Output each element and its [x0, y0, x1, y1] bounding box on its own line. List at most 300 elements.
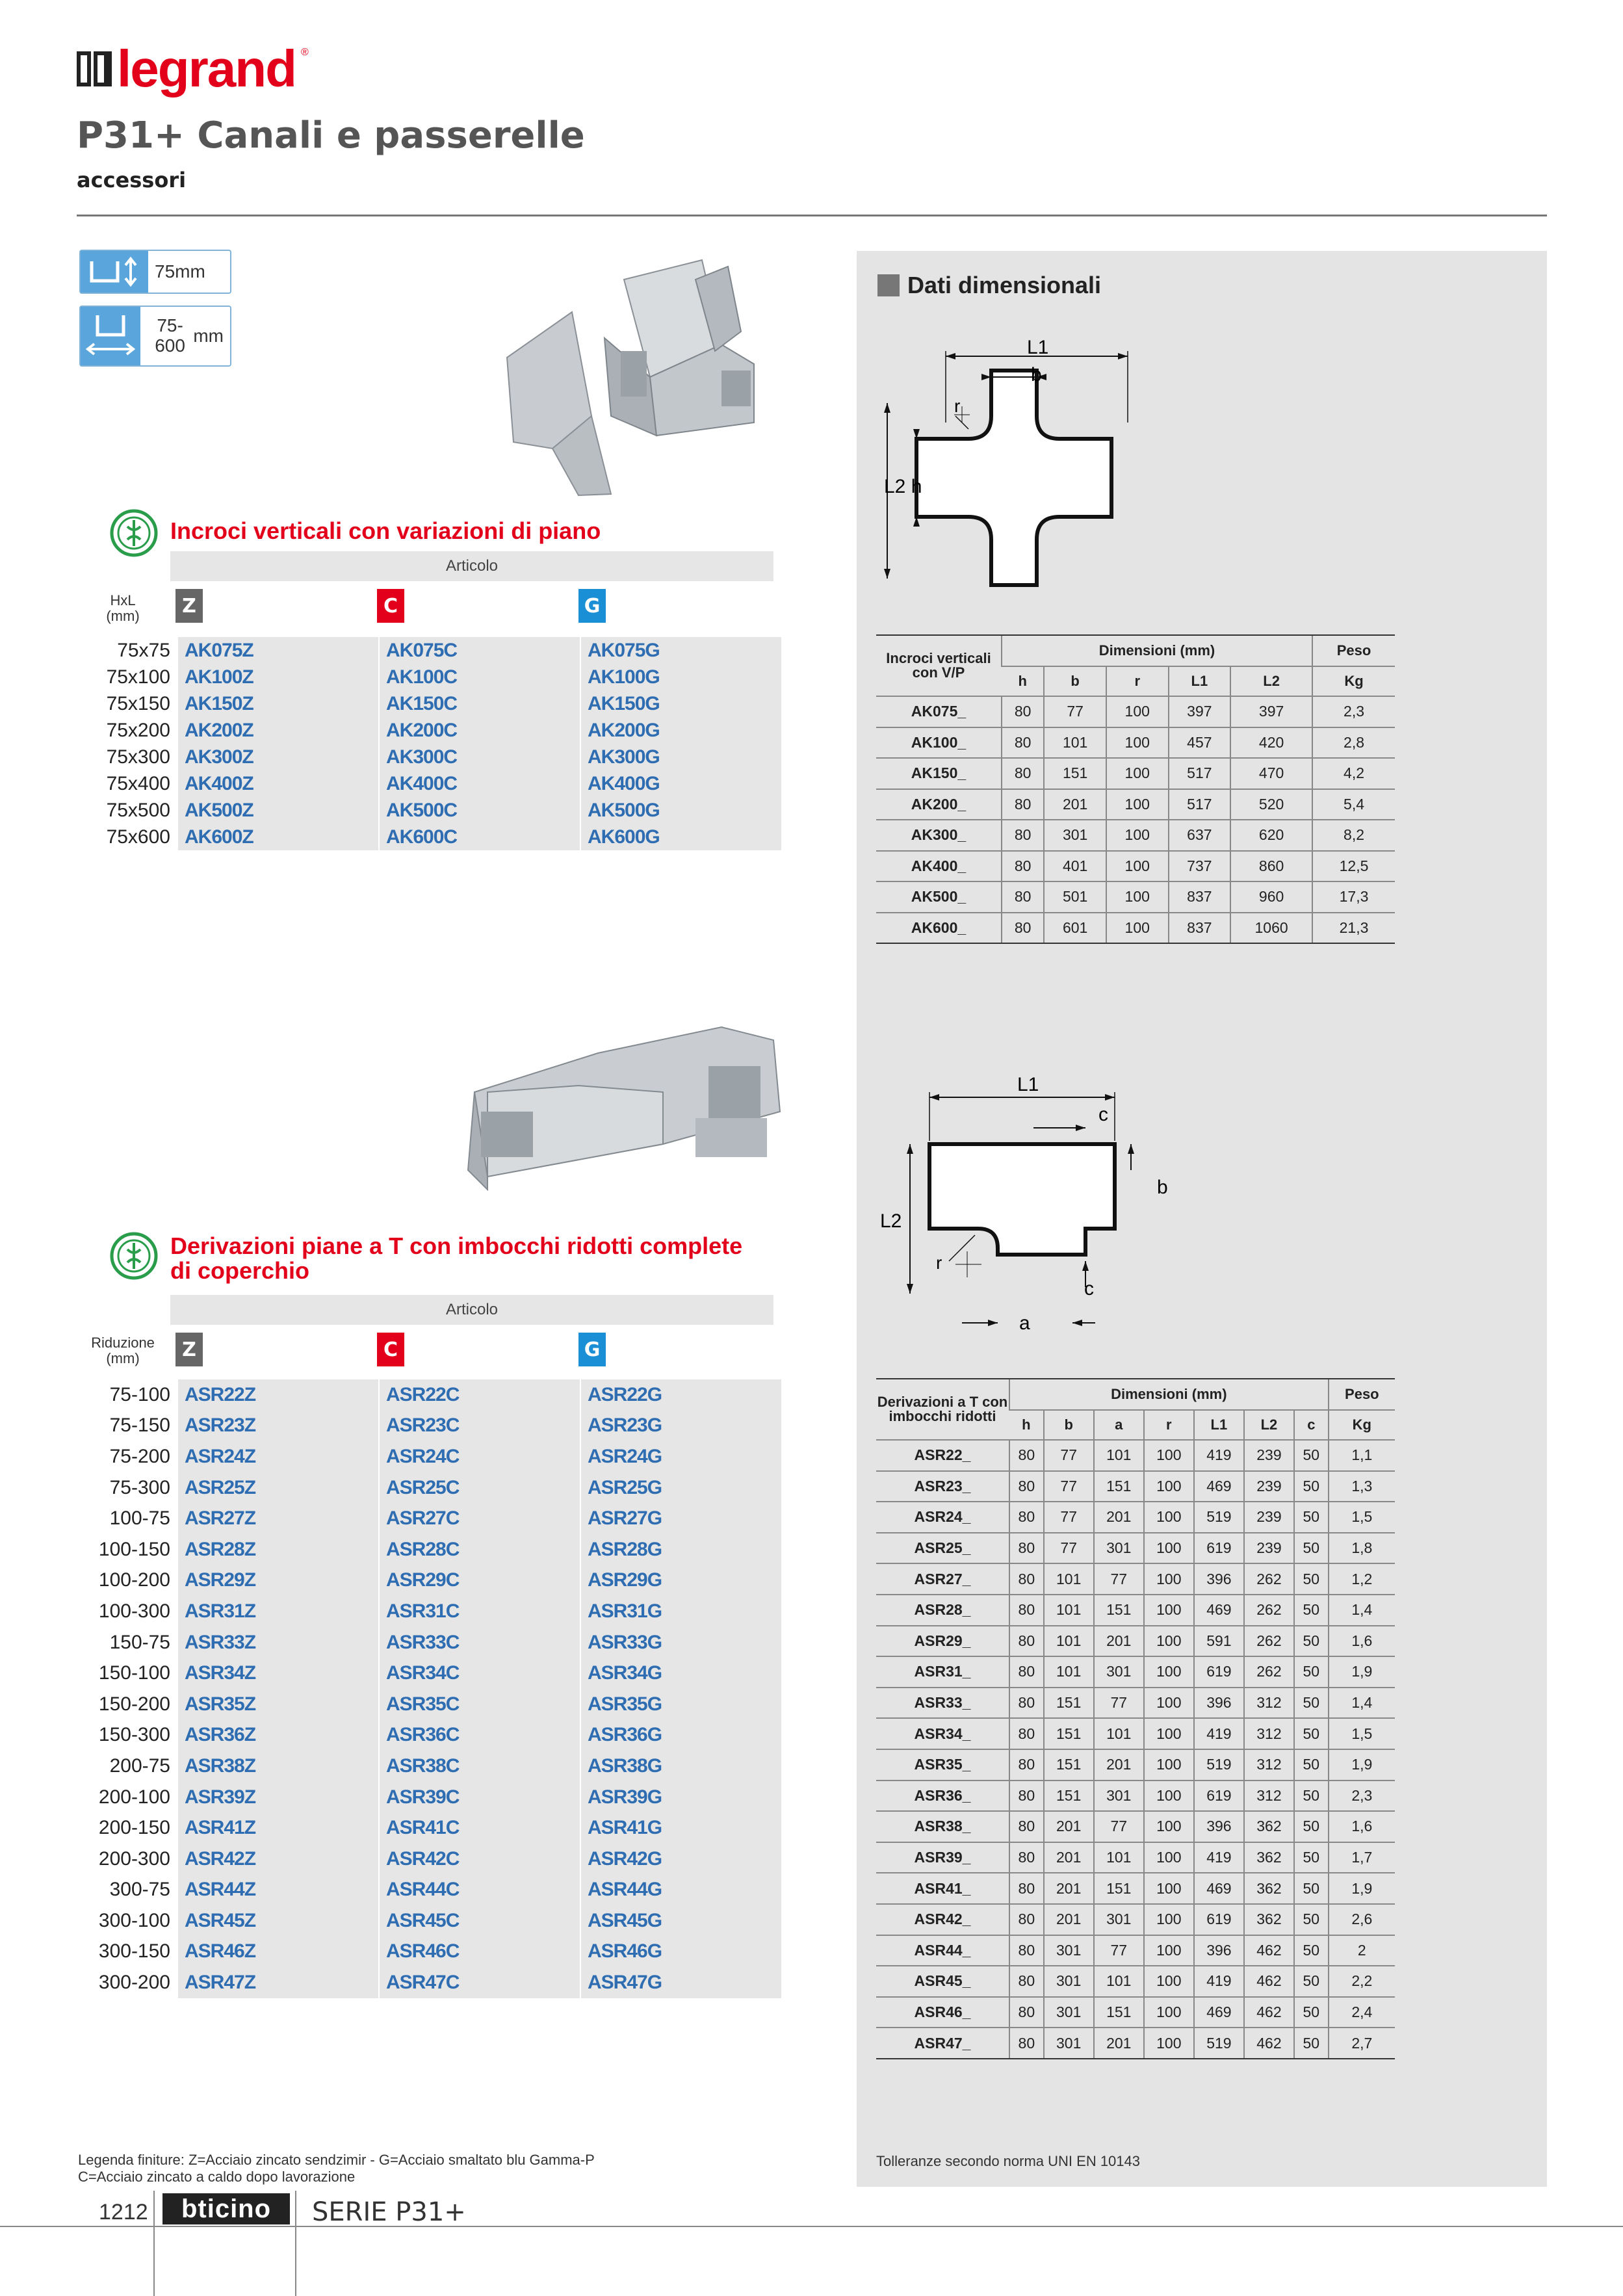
article-code-z: ASR42Z — [178, 1844, 379, 1875]
dim-value: 397 — [1230, 696, 1312, 727]
diagram2-label-c-top: c — [1098, 1104, 1108, 1125]
article-code-c: ASR39C — [379, 1782, 580, 1813]
article-row — [78, 1751, 781, 1782]
article-code-z: ASR29Z — [178, 1565, 379, 1597]
dim2-col-kg: Kg — [1329, 1410, 1395, 1440]
dim-article: AK600_ — [876, 913, 1002, 944]
dim-value: 77 — [1094, 1935, 1144, 1966]
width-value-line2: mm — [193, 325, 224, 346]
diagram2-label-L1: L1 — [1017, 1074, 1039, 1095]
dim-value: 80 — [1009, 1595, 1044, 1626]
dim-row — [876, 1842, 1395, 1873]
footer-vline-2 — [295, 2191, 296, 2296]
dim-article: ASR35_ — [876, 1749, 1009, 1781]
section2-unit-label — [78, 1335, 168, 1366]
dim-value: 860 — [1230, 851, 1312, 882]
article-size: 200-100 — [98, 1786, 170, 1808]
article-size: 75x100 — [106, 666, 170, 688]
section1-article-header: Articolo — [170, 551, 773, 581]
dim-value: 80 — [1002, 913, 1044, 944]
legrand-logo — [77, 40, 309, 98]
article-code-z: ASR25Z — [178, 1472, 379, 1504]
dim-value: 100 — [1106, 881, 1169, 913]
dim-value: 201 — [1094, 2028, 1144, 2059]
article-code-g: ASR47G — [580, 1967, 781, 1998]
dim-value: 80 — [1002, 727, 1044, 759]
dim-value: 397 — [1169, 696, 1231, 727]
dim-value: 50 — [1294, 1626, 1329, 1657]
article-code-c: AK200C — [379, 717, 580, 744]
header-divider — [77, 215, 1547, 216]
article-size: 75x400 — [106, 772, 170, 794]
dim-value: 637 — [1169, 820, 1231, 851]
dim-value: 100 — [1144, 1656, 1194, 1688]
dim2-head-weight: Peso — [1329, 1379, 1395, 1410]
article-row — [78, 1844, 781, 1875]
dim-article: ASR22_ — [876, 1440, 1009, 1471]
dim2-table — [876, 1378, 1395, 2059]
bticino-logo: bticino — [162, 2193, 290, 2224]
article-row — [78, 1503, 781, 1534]
dim-value: 1,9 — [1329, 1749, 1395, 1781]
article-row — [78, 664, 781, 690]
article-row — [78, 1472, 781, 1504]
section2-title-line2: di coperchio — [170, 1257, 310, 1284]
dim-value: 77 — [1044, 1533, 1094, 1564]
article-code-g: AK200G — [580, 717, 781, 744]
article-code-g: AK075G — [580, 637, 781, 664]
dim-value: 396 — [1194, 1563, 1244, 1595]
article-row — [78, 1658, 781, 1689]
dim-value: 50 — [1294, 1966, 1329, 1997]
legrand-mark-icon — [77, 51, 112, 86]
article-code-g: AK150G — [580, 690, 781, 717]
dim-value: 239 — [1244, 1533, 1294, 1564]
article-row — [78, 1411, 781, 1442]
article-row — [78, 1689, 781, 1720]
height-badge — [79, 250, 231, 294]
article-size: 75x600 — [106, 826, 170, 848]
article-row — [78, 1937, 781, 1968]
dim1-head-weight: Peso — [1312, 635, 1395, 666]
panel-title — [877, 272, 1101, 299]
article-code-g: ASR25G — [580, 1472, 781, 1504]
dim-value: 151 — [1094, 1873, 1144, 1904]
dim-value: 100 — [1106, 727, 1169, 759]
article-size: 300-150 — [98, 1940, 170, 1963]
article-code-g: ASR29G — [580, 1565, 781, 1597]
dim-value: 8,2 — [1312, 820, 1395, 851]
article-code-c: ASR47C — [379, 1967, 580, 1998]
dim-value: 50 — [1294, 1904, 1329, 1935]
article-code-c: ASR44C — [379, 1875, 580, 1906]
section1-title: Incroci verticali con variazioni di piano — [170, 517, 601, 544]
article-code-z: AK400Z — [178, 770, 379, 797]
article-code-z: AK600Z — [178, 824, 379, 850]
dim-value: 301 — [1094, 1781, 1144, 1812]
dim-value: 401 — [1044, 851, 1106, 882]
footer-vline-1 — [153, 2191, 155, 2296]
finish-legend-line2: C=Acciaio zincato a caldo dopo lavorazione — [78, 2169, 356, 2185]
dim-value: 101 — [1044, 1656, 1094, 1688]
dim-value: 519 — [1194, 1749, 1244, 1781]
article-code-z: AK300Z — [178, 744, 379, 770]
dim-value: 100 — [1144, 1997, 1194, 2028]
dim2-col-r: r — [1144, 1410, 1194, 1440]
article-size: 75-300 — [109, 1476, 170, 1498]
dim-value: 50 — [1294, 2028, 1329, 2059]
dim-value: 100 — [1106, 851, 1169, 882]
article-code-z: ASR47Z — [178, 1967, 379, 1998]
dim-article: ASR24_ — [876, 1502, 1009, 1533]
dim-value: 101 — [1094, 1718, 1144, 1749]
dim1-col-r: r — [1106, 666, 1169, 696]
article-code-z: ASR23Z — [178, 1411, 379, 1442]
article-row — [78, 824, 781, 850]
dim-value: 77 — [1094, 1688, 1144, 1719]
article-code-c: ASR35C — [379, 1689, 580, 1720]
dim-value: 100 — [1144, 1471, 1194, 1502]
article-code-c: ASR24C — [379, 1441, 580, 1472]
brand-registered: ® — [300, 47, 309, 58]
dim-value: 80 — [1002, 696, 1044, 727]
dim-value: 737 — [1169, 851, 1231, 882]
dim-value: 151 — [1044, 1749, 1094, 1781]
dim-value: 5,4 — [1312, 789, 1395, 820]
article-size: 200-150 — [98, 1817, 170, 1839]
dim-value: 1,8 — [1329, 1533, 1395, 1564]
article-code-g: ASR42G — [580, 1844, 781, 1875]
dim-value: 77 — [1044, 1502, 1094, 1533]
dim-row — [876, 1656, 1395, 1688]
article-row — [78, 1812, 781, 1844]
dim-value: 50 — [1294, 1997, 1329, 2028]
dim-value: 80 — [1009, 1935, 1044, 1966]
dim-value: 2,3 — [1329, 1781, 1395, 1812]
dim-value: 100 — [1144, 1626, 1194, 1657]
article-code-z: ASR38Z — [178, 1751, 379, 1782]
finish-legend — [78, 2152, 595, 2186]
dim-value: 1,4 — [1329, 1688, 1395, 1719]
dim-value: 100 — [1144, 1935, 1194, 1966]
dim-value: 80 — [1009, 1966, 1044, 1997]
dim-value: 301 — [1094, 1904, 1144, 1935]
dim-value: 151 — [1044, 1718, 1094, 1749]
width-value — [140, 307, 230, 365]
dim-value: 80 — [1009, 1873, 1044, 1904]
article-row — [78, 717, 781, 744]
dim-value: 396 — [1194, 1688, 1244, 1719]
dim-value: 101 — [1094, 1966, 1144, 1997]
finish-g-icon-2: G — [578, 1333, 606, 1366]
dim-value: 301 — [1044, 1966, 1094, 1997]
dim-value: 101 — [1094, 1440, 1144, 1471]
article-code-c: ASR36C — [379, 1720, 580, 1751]
dim-value: 362 — [1244, 1811, 1294, 1842]
finish-legend-line1: Legenda finiture: Z=Acciaio zincato sendzimir - G=Acciaio smaltato blu Gamma-P — [78, 2152, 595, 2168]
dim-value: 50 — [1294, 1842, 1329, 1873]
article-code-c: ASR28C — [379, 1534, 580, 1565]
brand-name: legrand — [117, 40, 296, 98]
dim2-head-dims: Dimensioni (mm) — [1009, 1379, 1329, 1410]
dim-row — [876, 1749, 1395, 1781]
article-code-c: AK150C — [379, 690, 580, 717]
dim-value: 100 — [1144, 2028, 1194, 2059]
dim-value: 2,3 — [1312, 696, 1395, 727]
article-code-c: AK300C — [379, 744, 580, 770]
article-code-c: ASR33C — [379, 1627, 580, 1658]
dim-article: ASR44_ — [876, 1935, 1009, 1966]
dim-value: 80 — [1009, 1904, 1044, 1935]
article-size: 300-100 — [98, 1909, 170, 1931]
dim-value: 101 — [1044, 1626, 1094, 1657]
article-code-c: AK400C — [379, 770, 580, 797]
dim-row — [876, 1533, 1395, 1564]
article-code-g: ASR28G — [580, 1534, 781, 1565]
dim-value: 396 — [1194, 1935, 1244, 1966]
dim1-head-article: Incroci verticali con V/P — [876, 635, 1002, 696]
dim-value: 77 — [1044, 696, 1106, 727]
square-bullet-icon — [877, 274, 900, 296]
article-code-c: ASR29C — [379, 1565, 580, 1597]
dim-value: 239 — [1244, 1440, 1294, 1471]
article-row — [78, 1875, 781, 1906]
dim-value: 462 — [1244, 1935, 1294, 1966]
dim-value: 80 — [1002, 881, 1044, 913]
dim-value: 100 — [1144, 1440, 1194, 1471]
dim-value: 1,6 — [1329, 1811, 1395, 1842]
dim-value: 601 — [1044, 913, 1106, 944]
article-code-z: ASR24Z — [178, 1441, 379, 1472]
dim-value: 101 — [1044, 1595, 1094, 1626]
vertical-cross-product-image — [494, 254, 780, 501]
article-row — [78, 797, 781, 824]
dim-value: 100 — [1144, 1502, 1194, 1533]
dim-value: 312 — [1244, 1718, 1294, 1749]
dim-value: 77 — [1094, 1811, 1144, 1842]
article-code-z: ASR41Z — [178, 1812, 379, 1844]
article-row — [78, 690, 781, 717]
dim-article: ASR29_ — [876, 1626, 1009, 1657]
dim-value: 4,2 — [1312, 758, 1395, 789]
dim-value: 1,5 — [1329, 1718, 1395, 1749]
article-size: 75x150 — [106, 692, 170, 714]
article-code-c: ASR34C — [379, 1658, 580, 1689]
dim-row — [876, 2028, 1395, 2059]
article-size: 200-75 — [109, 1755, 170, 1777]
dim2-col-a: a — [1094, 1410, 1144, 1440]
section1-unit-label — [78, 593, 168, 624]
dim-value: 419 — [1194, 1718, 1244, 1749]
height-dimension-icon — [81, 251, 148, 293]
dim-value: 620 — [1230, 820, 1312, 851]
dim-value: 80 — [1002, 758, 1044, 789]
dim-value: 301 — [1094, 1533, 1144, 1564]
article-code-z: ASR35Z — [178, 1689, 379, 1720]
dim1-head-dims: Dimensioni (mm) — [1002, 635, 1312, 666]
article-code-c: ASR38C — [379, 1751, 580, 1782]
dim1-col-h: h — [1002, 666, 1044, 696]
dim2-col-c: c — [1294, 1410, 1329, 1440]
article-code-z: AK150Z — [178, 690, 379, 717]
dim-value: 362 — [1244, 1842, 1294, 1873]
dim-value: 100 — [1106, 913, 1169, 944]
dim-value: 100 — [1144, 1595, 1194, 1626]
article-row — [78, 1596, 781, 1627]
article-size: 100-150 — [98, 1538, 170, 1560]
dim2-head-article: Derivazioni a T con imbocchi ridotti — [876, 1379, 1009, 1440]
dim-row — [876, 1997, 1395, 2028]
section2-article-table — [78, 1379, 781, 1998]
article-size: 100-300 — [98, 1600, 170, 1622]
finish-c-icon: C — [377, 589, 404, 623]
diagram2-label-L2: L2 — [880, 1210, 902, 1232]
article-size: 150-75 — [109, 1631, 170, 1653]
dim-value: 2,2 — [1329, 1966, 1395, 1997]
dim-value: 80 — [1009, 1781, 1044, 1812]
dim-value: 50 — [1294, 1873, 1329, 1904]
dim-article: ASR36_ — [876, 1781, 1009, 1812]
article-size: 75x500 — [106, 799, 170, 821]
article-size: 75x200 — [106, 719, 170, 741]
dim-value: 469 — [1194, 1595, 1244, 1626]
footer-divider — [0, 2226, 1623, 2227]
article-code-z: AK200Z — [178, 717, 379, 744]
dim-value: 1,9 — [1329, 1656, 1395, 1688]
dim-value: 469 — [1194, 1873, 1244, 1904]
t-junction-product-image — [448, 1014, 806, 1209]
article-code-g: AK600G — [580, 824, 781, 850]
dim-value: 517 — [1169, 758, 1231, 789]
article-code-c: ASR42C — [379, 1844, 580, 1875]
article-code-z: ASR27Z — [178, 1503, 379, 1534]
dim-value: 50 — [1294, 1688, 1329, 1719]
dim-article: ASR25_ — [876, 1533, 1009, 1564]
article-row — [78, 770, 781, 797]
dim-row — [876, 1966, 1395, 1997]
article-code-z: AK500Z — [178, 797, 379, 824]
dim-value: 362 — [1244, 1873, 1294, 1904]
dim-value: 301 — [1044, 2028, 1094, 2059]
dim-value: 362 — [1244, 1904, 1294, 1935]
dim-value: 50 — [1294, 1471, 1329, 1502]
dim-value: 201 — [1094, 1749, 1144, 1781]
article-code-g: AK100G — [580, 664, 781, 690]
dim-row — [876, 758, 1395, 789]
dim-value: 837 — [1169, 913, 1231, 944]
dim-value: 50 — [1294, 1563, 1329, 1595]
dim-value: 462 — [1244, 1966, 1294, 1997]
section1-unit-line1: HxL — [110, 592, 136, 608]
dim-value: 1,2 — [1329, 1563, 1395, 1595]
diagram1-label-L2h: L2 h — [884, 476, 922, 497]
dim-value: 17,3 — [1312, 881, 1395, 913]
finish-z-icon: Z — [175, 589, 203, 623]
dim-value: 77 — [1044, 1471, 1094, 1502]
dim-value: 100 — [1144, 1781, 1194, 1812]
dim-value: 100 — [1144, 1749, 1194, 1781]
dim-value: 1,5 — [1329, 1502, 1395, 1533]
dim-value: 312 — [1244, 1781, 1294, 1812]
dim-value: 151 — [1044, 1781, 1094, 1812]
width-value-line1: 75-600 — [155, 315, 185, 356]
dim-value: 462 — [1244, 2028, 1294, 2059]
dim-value: 100 — [1106, 789, 1169, 820]
dim-article: ASR45_ — [876, 1966, 1009, 1997]
dim-value: 619 — [1194, 1781, 1244, 1812]
t-diagram — [871, 1066, 1183, 1339]
dim-value: 201 — [1044, 1873, 1094, 1904]
dim-value: 80 — [1009, 1718, 1044, 1749]
dim-row — [876, 1873, 1395, 1904]
section1-article-table — [78, 637, 781, 850]
dim-article: AK075_ — [876, 696, 1002, 727]
dim-row — [876, 1502, 1395, 1533]
article-code-z: AK075Z — [178, 637, 379, 664]
article-code-c: ASR46C — [379, 1937, 580, 1968]
dim-article: AK150_ — [876, 758, 1002, 789]
dim-value: 101 — [1044, 727, 1106, 759]
section2-article-header: Articolo — [170, 1295, 773, 1325]
italian-made-icon-2 — [109, 1231, 159, 1281]
dim-row — [876, 696, 1395, 727]
dim-value: 50 — [1294, 1749, 1329, 1781]
article-row — [78, 744, 781, 770]
dim-article: ASR47_ — [876, 2028, 1009, 2059]
dim-row — [876, 1471, 1395, 1502]
article-size: 75-150 — [109, 1415, 170, 1437]
dim-value: 100 — [1144, 1811, 1194, 1842]
article-code-c: AK075C — [379, 637, 580, 664]
dim2-col-L1: L1 — [1194, 1410, 1244, 1440]
dim2-col-b: b — [1044, 1410, 1094, 1440]
dim-row — [876, 1811, 1395, 1842]
dim-value: 77 — [1094, 1563, 1144, 1595]
dim-value: 520 — [1230, 789, 1312, 820]
dim-value: 519 — [1194, 1502, 1244, 1533]
dim-value: 519 — [1194, 2028, 1244, 2059]
article-code-c: ASR22C — [379, 1379, 580, 1411]
dim-article: AK200_ — [876, 789, 1002, 820]
dim-value: 100 — [1144, 1718, 1194, 1749]
dim-value: 619 — [1194, 1904, 1244, 1935]
dim-value: 301 — [1044, 820, 1106, 851]
dim-value: 1,6 — [1329, 1626, 1395, 1657]
page-number: 1212 — [99, 2200, 148, 2224]
article-size: 150-300 — [98, 1724, 170, 1746]
dim-value: 301 — [1094, 1656, 1144, 1688]
section2-title-line1: Derivazioni piane a T con imbocchi ridotti complete — [170, 1233, 743, 1259]
dim-value: 262 — [1244, 1626, 1294, 1657]
dim-value: 100 — [1106, 696, 1169, 727]
article-row — [78, 1905, 781, 1937]
dim-value: 101 — [1094, 1842, 1144, 1873]
dim-value: 419 — [1194, 1842, 1244, 1873]
article-code-z: ASR28Z — [178, 1534, 379, 1565]
dim-row — [876, 1781, 1395, 1812]
dim-value: 12,5 — [1312, 851, 1395, 882]
series-label: SERIE P31+ — [312, 2197, 466, 2227]
dim-value: 80 — [1009, 1842, 1044, 1873]
dim-value: 619 — [1194, 1533, 1244, 1564]
dim-value: 80 — [1009, 1997, 1044, 2028]
finish-c-icon-2: C — [377, 1333, 404, 1366]
dim-value: 50 — [1294, 1718, 1329, 1749]
dim-value: 50 — [1294, 1533, 1329, 1564]
dim-value: 1,4 — [1329, 1595, 1395, 1626]
dim-value: 151 — [1094, 1471, 1144, 1502]
dim1-col-b: b — [1044, 666, 1106, 696]
